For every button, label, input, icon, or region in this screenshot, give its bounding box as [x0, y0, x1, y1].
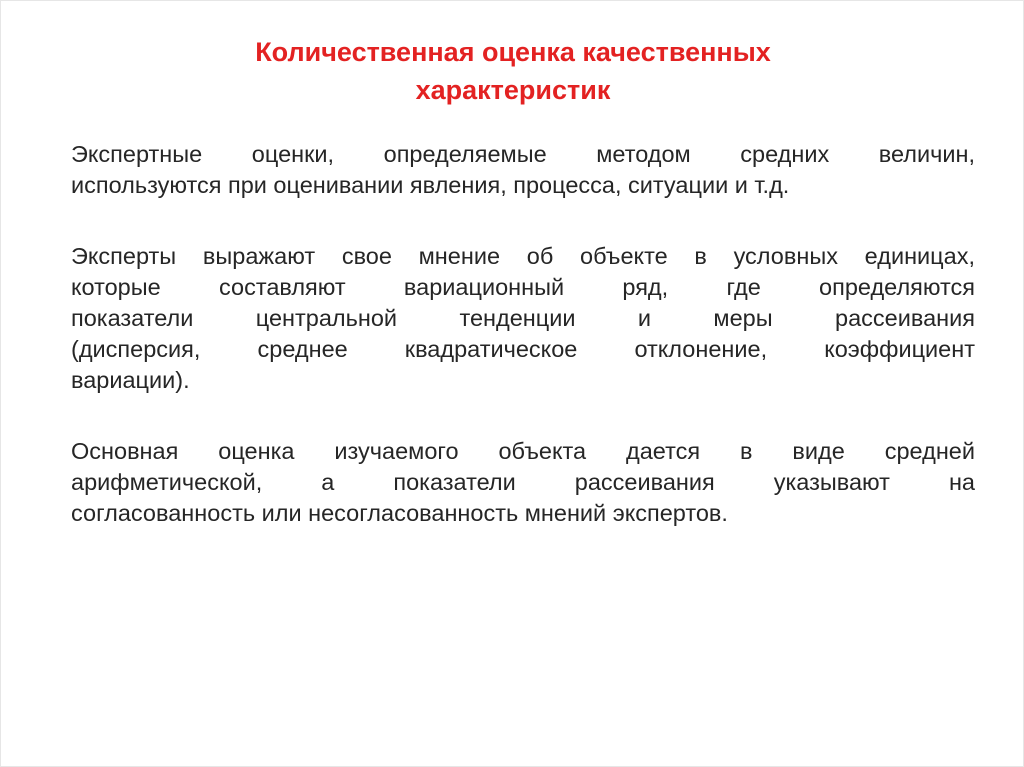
- text-line: Экспертные оценки, определяемые методом средних величин,: [71, 141, 975, 167]
- paragraph-main-estimate: [71, 436, 975, 529]
- text-line: вариации).: [71, 367, 190, 393]
- text-line: арифметической, а показатели рассеивания указывают на: [71, 469, 975, 495]
- slide-title: [1, 33, 1024, 109]
- paragraph-expert-estimates: [71, 139, 975, 201]
- text-line: которые составляют вариационный ряд, где определяются: [71, 274, 975, 300]
- text-line: Эксперты выражают свое мнение об объекте в условных единицах,: [71, 243, 975, 269]
- text-line: используются при оценивании явления, процесса, ситуации и т.д.: [71, 172, 790, 198]
- text-line: Основная оценка изучаемого объекта дается в виде средней: [71, 438, 975, 464]
- text-line: показатели центральной тенденции и меры рассеивания: [71, 305, 975, 331]
- paragraph-experts-opinion: [71, 241, 975, 396]
- slide-title-line: характеристик: [415, 75, 611, 105]
- slide-title-line: Количественная оценка качественных: [255, 37, 771, 67]
- text-line: согласованность или несогласованность мнений экспертов.: [71, 500, 728, 526]
- slide-body: [71, 139, 975, 569]
- text-line: (дисперсия, среднее квадратическое отклонение, коэффициент: [71, 336, 975, 362]
